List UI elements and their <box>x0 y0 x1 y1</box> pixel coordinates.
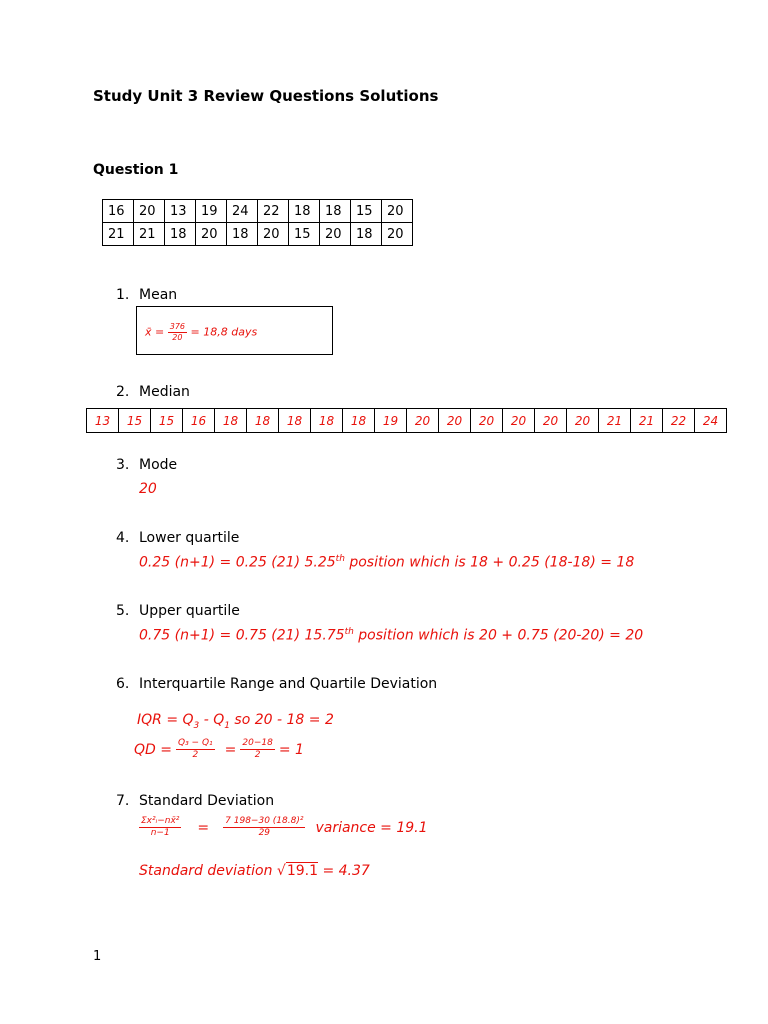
item-number-iqr: 6. <box>116 676 130 692</box>
item-label-iqr: Interquartile Range and Quartile Deviation <box>139 676 438 692</box>
mode-answer: 20 <box>139 481 157 497</box>
mean-lhs: x̄ = <box>145 325 165 339</box>
table-cell: 18 <box>227 223 258 246</box>
page-number: 1 <box>93 949 102 964</box>
answer-text: QD = <box>134 741 172 758</box>
fraction-numerator: 20−18 <box>242 738 273 748</box>
table-cell: 24 <box>227 200 258 223</box>
table-cell: 20 <box>471 409 503 433</box>
table-cell: 20 <box>320 223 351 246</box>
table-cell: 13 <box>87 409 119 433</box>
fraction-numerator: 7 198−30 (18.8)² <box>225 816 304 826</box>
answer-text: = 4.37 <box>318 863 370 879</box>
fraction-numerator: Σx²ᵢ−nx̄² <box>141 816 180 826</box>
table-cell: 18 <box>311 409 343 433</box>
table-cell: 20 <box>503 409 535 433</box>
fraction-denominator: n−1 <box>150 828 170 838</box>
item-label-lower-quartile: Lower quartile <box>139 530 240 546</box>
table-cell: 18 <box>289 200 320 223</box>
lower-quartile-answer <box>139 554 634 571</box>
item-number-mean: 1. <box>116 287 130 303</box>
table-cell: 20 <box>258 223 289 246</box>
mean-answer-box <box>136 306 333 355</box>
data-table <box>102 199 413 246</box>
table-cell: 24 <box>695 409 727 433</box>
item-label-mode: Mode <box>139 457 178 473</box>
item-label-upper-quartile: Upper quartile <box>139 603 240 619</box>
table-cell: 21 <box>134 223 165 246</box>
fraction-denominator: 29 <box>258 828 271 838</box>
subscript: 1 <box>224 720 230 731</box>
table-cell: 15 <box>351 200 382 223</box>
fraction-numerator: Q₃ − Q₁ <box>177 738 213 748</box>
table-cell: 18 <box>320 200 351 223</box>
answer-text: so 20 - 18 = 2 <box>229 712 334 728</box>
equals-sign: = <box>197 819 210 836</box>
item-label-mean: Mean <box>139 287 178 303</box>
table-cell: 16 <box>103 200 134 223</box>
table-cell: 16 <box>183 409 215 433</box>
qd-fraction <box>176 739 215 760</box>
item-number-upper-quartile: 5. <box>116 603 130 619</box>
table-cell: 15 <box>289 223 320 246</box>
equals-sign: = <box>224 741 237 758</box>
mean-result: = 18,8 days <box>190 325 258 339</box>
item-label-median: Median <box>139 384 190 400</box>
qd-fraction-values <box>240 739 274 760</box>
table-cell: 13 <box>165 200 196 223</box>
fraction-denominator: 2 <box>254 750 261 760</box>
table-cell: 21 <box>103 223 134 246</box>
fraction-denominator: 20 <box>172 333 183 342</box>
sqrt-value: 19.1 <box>286 863 319 879</box>
answer-text: 0.75 (n+1) = 0.75 (21) 15.75 <box>139 627 345 644</box>
table-row <box>103 223 413 246</box>
table-cell: 18 <box>279 409 311 433</box>
table-cell: 20 <box>567 409 599 433</box>
table-cell: 20 <box>134 200 165 223</box>
mean-formula <box>145 323 257 342</box>
subscript: 3 <box>193 720 200 731</box>
iqr-answer <box>137 712 334 731</box>
mean-fraction <box>168 323 187 342</box>
superscript: th <box>344 627 354 637</box>
std-fraction-formula <box>139 817 181 838</box>
std-fraction-values <box>223 817 305 838</box>
table-cell: 20 <box>196 223 227 246</box>
answer-text: Standard deviation <box>139 863 277 879</box>
table-row <box>87 409 727 433</box>
std-result <box>139 863 370 879</box>
fraction-denominator: 2 <box>192 750 199 760</box>
table-cell: 18 <box>165 223 196 246</box>
answer-text: = 1 <box>278 741 304 758</box>
table-cell: 20 <box>382 200 413 223</box>
variance-text: variance = 19.1 <box>315 819 428 836</box>
superscript: th <box>335 554 345 564</box>
answer-text: IQR = Q <box>137 712 194 728</box>
answer-text: 0.25 (n+1) = 0.25 (21) 5.25 <box>139 554 336 571</box>
table-cell: 19 <box>196 200 227 223</box>
table-cell: 18 <box>343 409 375 433</box>
table-cell: 18 <box>351 223 382 246</box>
table-cell: 21 <box>631 409 663 433</box>
item-number-mode: 3. <box>116 457 130 473</box>
table-row <box>103 200 413 223</box>
item-label-std: Standard Deviation <box>139 793 275 809</box>
sorted-data-table <box>86 408 727 433</box>
qd-answer <box>134 739 304 760</box>
sqrt-icon: √ <box>276 863 286 879</box>
table-cell: 18 <box>247 409 279 433</box>
table-cell: 21 <box>599 409 631 433</box>
table-cell: 15 <box>119 409 151 433</box>
answer-text: - Q <box>199 712 225 728</box>
item-number-lower-quartile: 4. <box>116 530 130 546</box>
table-cell: 18 <box>215 409 247 433</box>
table-cell: 20 <box>439 409 471 433</box>
table-cell: 22 <box>663 409 695 433</box>
answer-text: position which is 20 + 0.75 (20-20) = 20 <box>353 627 644 644</box>
upper-quartile-answer <box>139 627 643 644</box>
std-answer <box>139 817 428 838</box>
item-number-std: 7. <box>116 793 130 809</box>
table-cell: 20 <box>407 409 439 433</box>
table-cell: 19 <box>375 409 407 433</box>
page-title: Study Unit 3 Review Questions Solutions <box>93 87 439 105</box>
table-cell: 15 <box>151 409 183 433</box>
item-number-median: 2. <box>116 384 130 400</box>
fraction-numerator: 376 <box>169 322 186 331</box>
table-cell: 20 <box>382 223 413 246</box>
table-cell: 20 <box>535 409 567 433</box>
table-cell: 22 <box>258 200 289 223</box>
question-heading: Question 1 <box>93 162 179 178</box>
answer-text: position which is 18 + 0.25 (18-18) = 18 <box>344 554 635 571</box>
